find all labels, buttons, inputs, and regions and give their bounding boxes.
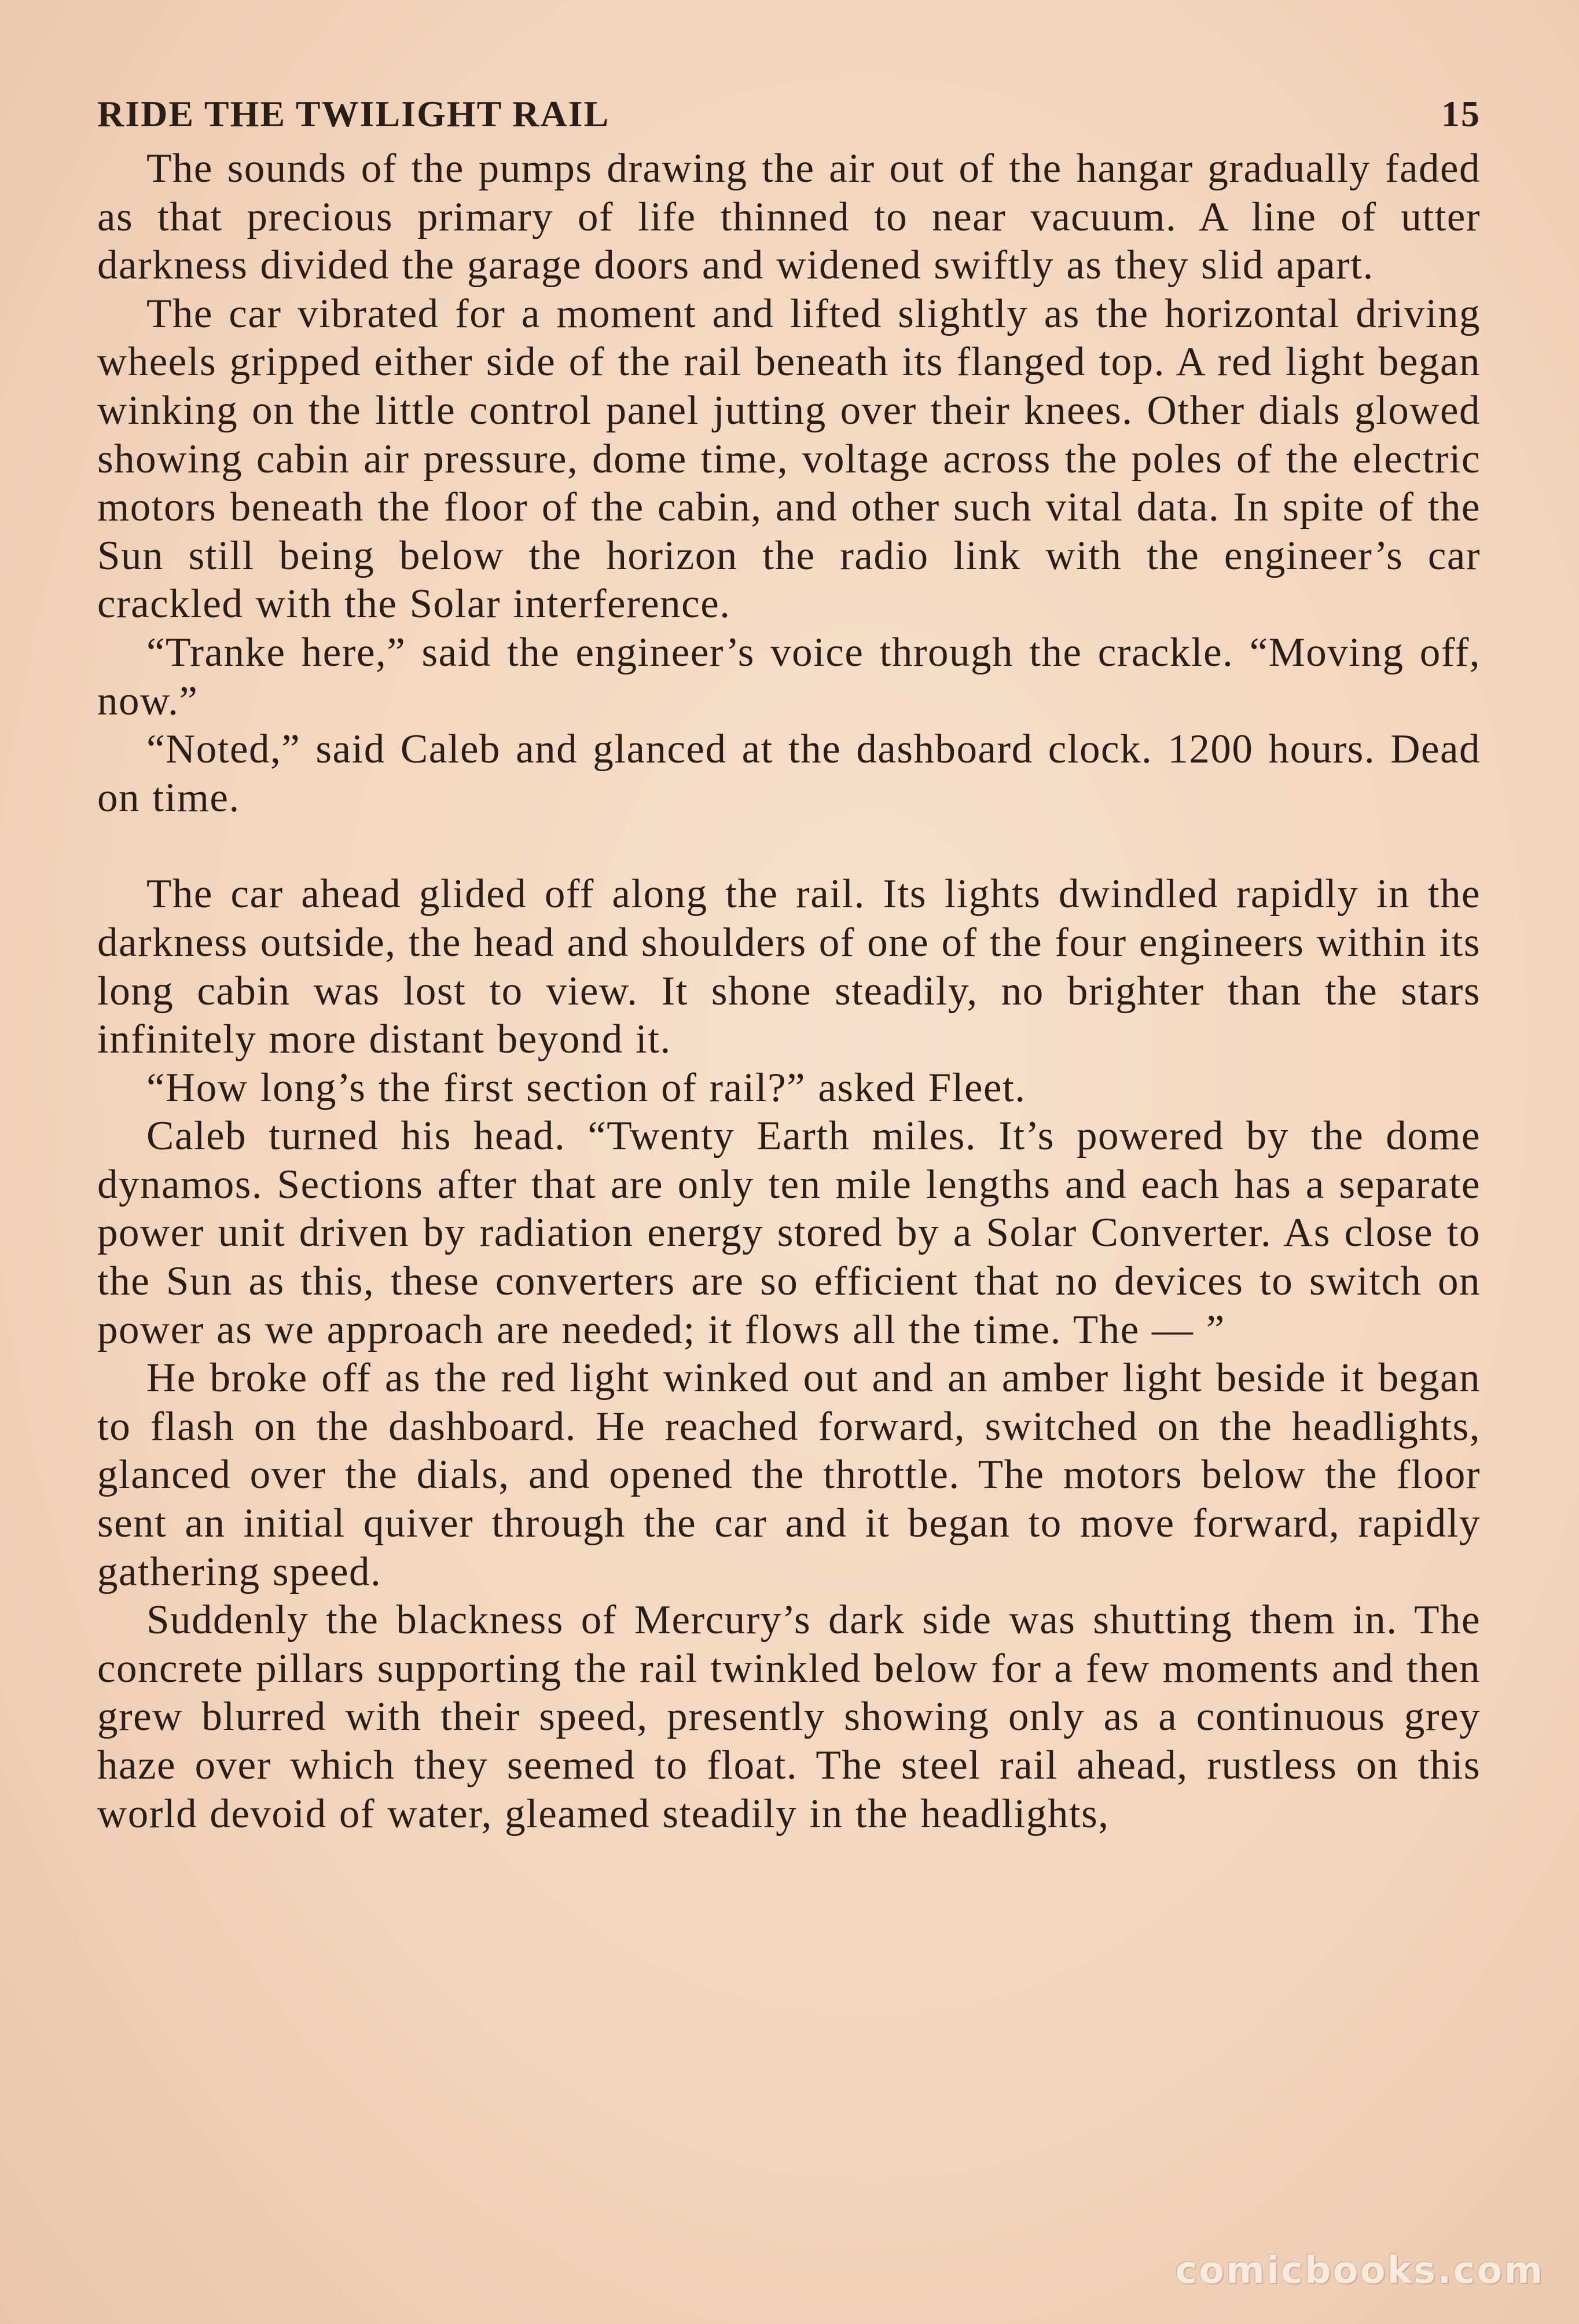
watermark-logo: comicbooks.com: [1175, 2249, 1544, 2292]
paragraph: The car ahead glided off along the rail. Its lights dwindled rapidly in the darkness outside, the head and shoulders of one of the four engineers within its long cabin was lost to view. It shone steadily, no brighter than the stars infinitely more distant beyond it.: [97, 871, 1481, 1062]
paragraph: Caleb turned his head. “Twenty Earth miles. It’s powered by the dome dynamos. Sections after that are only ten mile lengths and each has a separate power unit driven by radiation energy stored by a Solar Converter. As close to the Sun as this, these converters are so efficient that no devices to switch on power as we approach are needed; it flows all the time. The — ”: [97, 1113, 1481, 1352]
book-page: [97, 87, 1481, 2287]
paragraph: He broke off as the red light winked out and an amber light beside it began to flash on the dashboard. He reached forward, switched on the headlights, glanced over the dials, and opened the throttle. The motors below the floor sent an initial quiver through the car and it began to move forward, rapidly gathering speed.: [97, 1355, 1481, 1594]
paragraph: “Tranke here,” said the engineer’s voice through the crackle. “Moving off, now.”: [97, 629, 1481, 724]
running-title: RIDE THE TWILIGHT RAIL: [97, 93, 610, 134]
paragraph: The car vibrated for a moment and lifted slightly as the horizontal driving wheels gripped either side of the rail beneath its flanged top. A red light began winking on the little control panel jutting over their knees. Other dials glowed showing cabin air pressure, dome time, voltage across the poles of the electric motors beneath the floor of the cabin, and other such vital data. In spite of the Sun still being below the horizon the radio link with the engineer’s car crackled with the Solar interference.: [97, 291, 1481, 627]
paragraph: Suddenly the blackness of Mercury’s dark side was shutting them in. The concrete pillars supporting the rail twinkled below for a few moments and then grew blurred with their speed, presently showing only as a continuous grey haze over which they seemed to float. The steel rail ahead, rustless on this world devoid of water, gleamed steadily in the headlights,: [97, 1597, 1481, 1837]
page-header: [97, 87, 1481, 145]
page-number: 15: [1441, 93, 1481, 134]
paragraph: “Noted,” said Caleb and glanced at the dashboard clock. 1200 hours. Dead on time.: [97, 727, 1481, 820]
paragraph: The sounds of the pumps drawing the air out of the hangar gradually faded as that precious primary of life thinned to near vacuum. A line of utter darkness divided the garage doors and widened swiftly as they slid apart.: [97, 146, 1481, 288]
paragraph: “How long’s the first section of rail?” asked Fleet.: [146, 1065, 1026, 1110]
body-text: [97, 145, 1481, 1838]
